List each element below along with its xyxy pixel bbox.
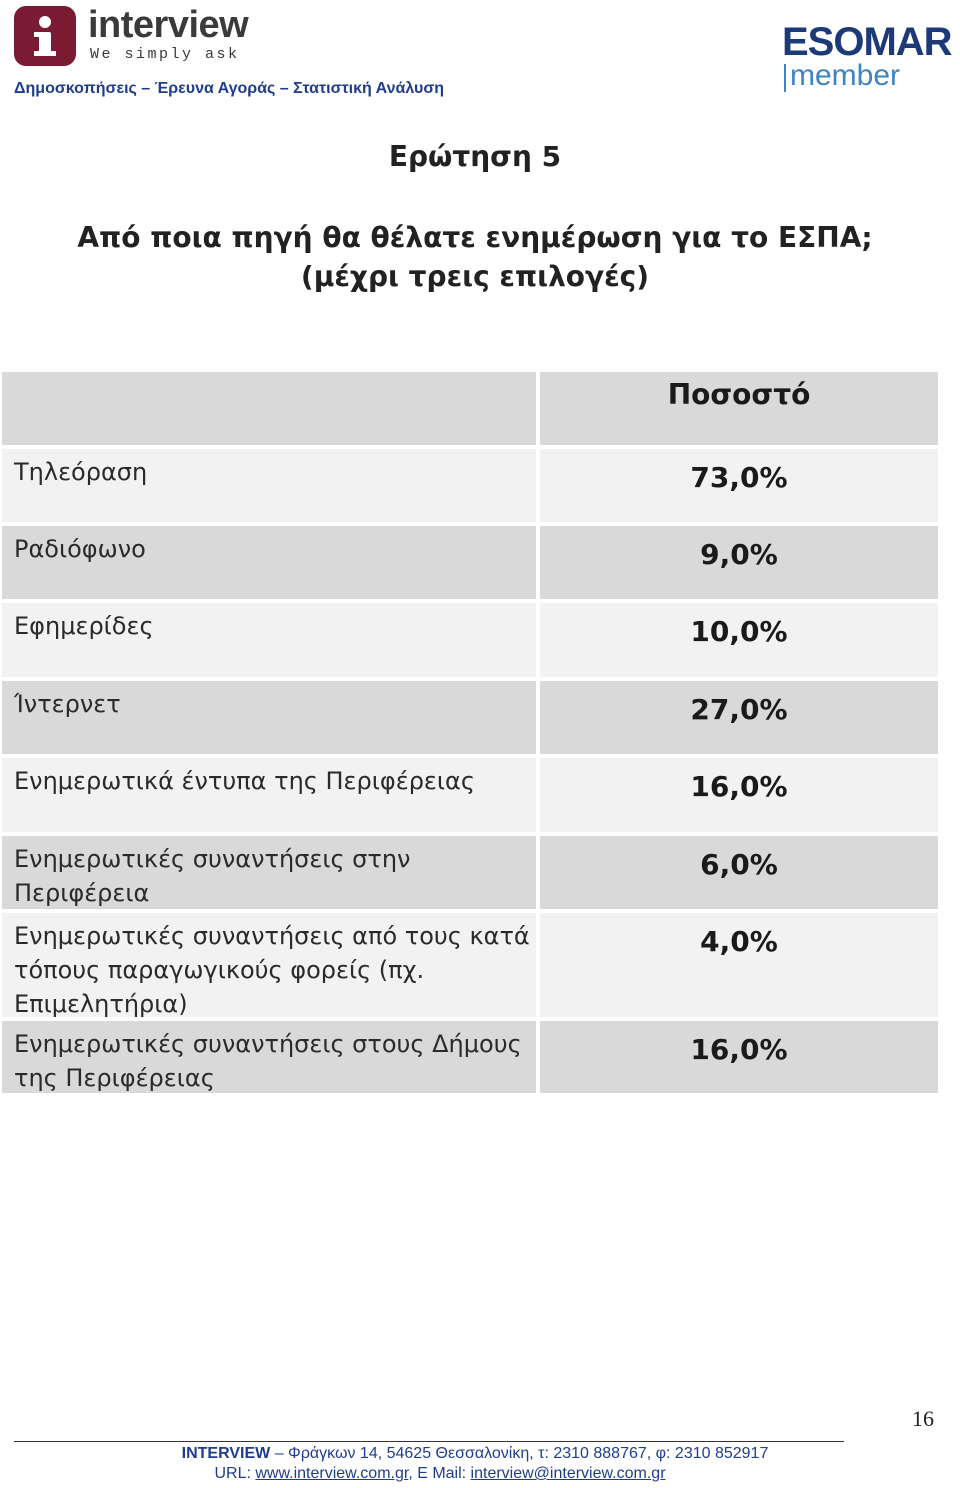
row-label: Εφημερίδες <box>2 603 536 677</box>
table-header-row <box>2 372 938 445</box>
question-title: Ερώτηση 5 <box>388 140 562 173</box>
member-divider <box>784 64 786 92</box>
row-value: 4,0% <box>540 913 938 1017</box>
footer-email-link[interactable]: interview@interview.com.gr <box>470 1465 666 1482</box>
esomar-logo: ESOMAR <box>782 20 952 64</box>
table-row <box>2 449 938 522</box>
footer-divider <box>14 1441 844 1442</box>
row-label: Ενημερωτικές συναντήσεις στους Δήμους της Περιφέρειας <box>2 1021 536 1093</box>
table-header-percent: Ποσοστό <box>540 372 938 445</box>
table-header-label <box>2 372 536 445</box>
footer-address-line <box>0 1445 950 1463</box>
row-label: Ενημερωτικά έντυπα της Περιφέρειας <box>2 758 536 832</box>
table-row <box>2 836 938 909</box>
logo-wordmark: interview <box>88 4 249 46</box>
footer-contact-line <box>0 1465 880 1483</box>
header-subtitle: Δημοσκοπήσεις – Έρευνα Αγοράς – Στατιστική Ανάλυση <box>14 80 445 97</box>
row-value: 73,0% <box>540 449 938 522</box>
footer-address: – Φράγκων 14, 54625 Θεσσαλονίκη, τ: 2310 888767, φ: 2310 852917 <box>270 1445 769 1462</box>
table-row <box>2 913 938 1017</box>
footer-url-link[interactable]: www.interview.com.gr <box>255 1465 409 1482</box>
footer-url-label: URL: <box>214 1465 256 1482</box>
row-label: Ίντερνετ <box>2 681 536 754</box>
row-value: 10,0% <box>540 603 938 677</box>
footer-email-label: , E Mail: <box>408 1465 471 1482</box>
question-text: Από ποια πηγή θα θέλατε ενημέρωση για το ΕΣΠΑ; (μέχρι τρεις επιλογές) <box>77 221 873 293</box>
row-value: 6,0% <box>540 836 938 909</box>
page-number: 16 <box>912 1406 934 1431</box>
logo-tagline: We simply ask <box>90 46 240 63</box>
table-row <box>2 1021 938 1093</box>
results-table <box>2 372 938 1097</box>
table-row <box>2 526 938 599</box>
row-value: 27,0% <box>540 681 938 754</box>
row-value: 9,0% <box>540 526 938 599</box>
row-value: 16,0% <box>540 1021 938 1093</box>
interview-logo-icon <box>14 6 76 66</box>
row-label: Ενημερωτικές συναντήσεις στην Περιφέρεια <box>2 836 536 909</box>
esomar-member-label: member <box>790 59 901 92</box>
row-label: Ραδιόφωνο <box>2 526 536 599</box>
table-row <box>2 681 938 754</box>
row-label: Ενημερωτικές συναντήσεις από τους κατά τόπους παραγωγικούς φορείς (πχ. Επιμελητήρια) <box>2 913 536 1017</box>
row-value: 16,0% <box>540 758 938 832</box>
row-label: Τηλεόραση <box>2 449 536 522</box>
table-row <box>2 603 938 677</box>
table-row <box>2 758 938 832</box>
footer-company: INTERVIEW <box>181 1445 271 1462</box>
